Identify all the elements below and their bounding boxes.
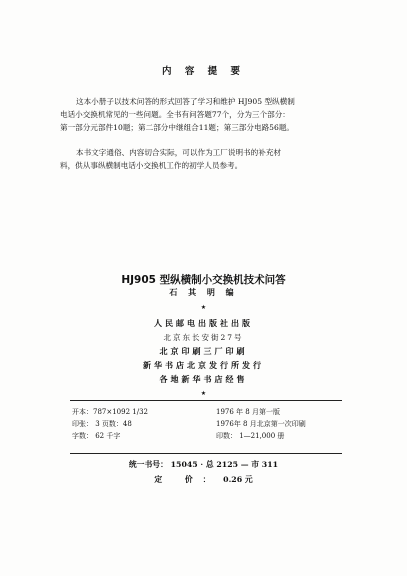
distributor-line-1: 新华书店北京发行所发行 — [143, 361, 264, 370]
summary-paragraph-2 — [60, 146, 360, 172]
summary-line: 本书文字通俗、内容切合实际，可以作为工厂说明书的补充材 — [76, 148, 282, 157]
summary-paragraph-1 — [60, 95, 360, 134]
spec-edition: 1976 年 8 月第一版 — [216, 408, 280, 416]
spec-sheets: 印张： 3 页数：48 — [72, 420, 132, 428]
spec-printing: 1976年 8 月北京第一次印刷 — [216, 420, 306, 428]
printer: 北京印刷三厂印刷 — [159, 347, 248, 356]
star-ornament: ★ — [200, 390, 207, 397]
specs-block — [70, 406, 342, 442]
spec-print-run: 印数： 1—21,000 册 — [216, 432, 285, 440]
divider-bottom — [70, 453, 342, 454]
divider-top — [70, 400, 342, 401]
publisher-address: 北京东长安街27号 — [163, 333, 244, 342]
summary-line: 电话小交换机常见的一些问题。全书有问答题77个，分为三个部分： — [60, 110, 290, 119]
spec-word-count: 字数： 62 千字 — [72, 432, 121, 440]
publisher: 人民邮电出版社出版 — [154, 319, 253, 328]
spec-format: 开本：787×1092 1/32 — [72, 408, 148, 416]
unified-book-number: 统一书号： 15045 · 总 2125 — 市 311 — [128, 460, 279, 469]
author-line: 石 其 明 编 — [169, 287, 238, 297]
star-ornament: ★ — [200, 304, 207, 311]
price-line — [0, 474, 407, 485]
spec-row — [70, 418, 342, 430]
distributor-line-2: 各地新华书店经售 — [159, 375, 248, 384]
summary-line: 第一部分元部件10题；第二部分中继组合11题；第三部分电路56题。 — [60, 123, 295, 132]
summary-line: 这本小册子以技术问答的形式回答了学习和维护 HJ905 型纵横制 — [76, 97, 295, 106]
spec-row — [70, 406, 342, 418]
price-value: 0.26 元 — [223, 475, 253, 484]
summary-line: 料，供从事纵横制电话小交换机工作的初学人员参考。 — [60, 161, 243, 170]
price-label: 定 价： — [154, 475, 221, 484]
summary-heading: 内 容 提 要 — [162, 66, 245, 77]
book-title: HJ905 型纵横制小交换机技术问答 — [121, 274, 286, 286]
spec-row — [70, 430, 342, 442]
